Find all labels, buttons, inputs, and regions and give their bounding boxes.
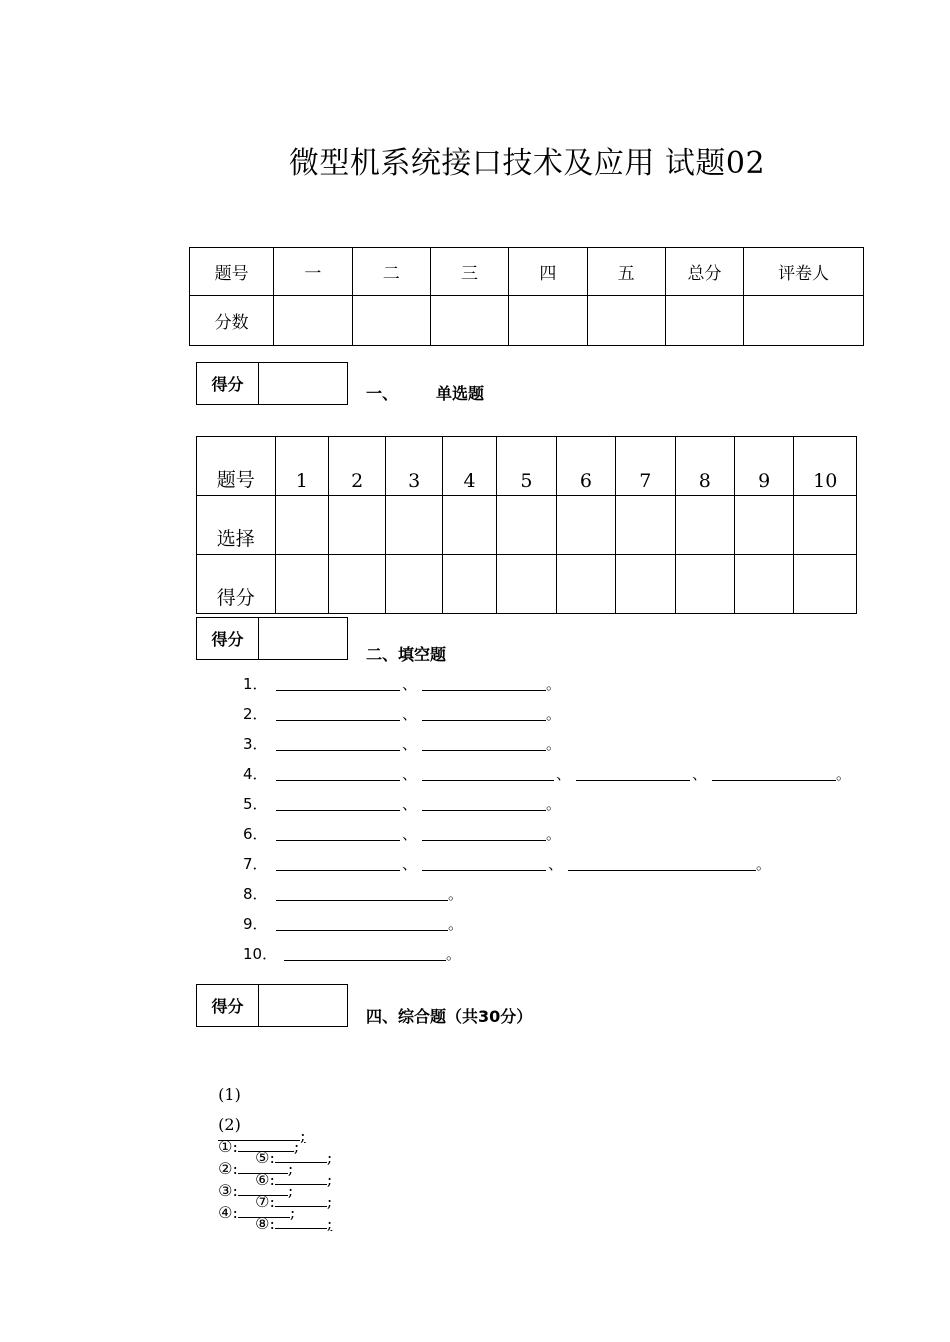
end-mark: 。 (836, 765, 852, 783)
item-number: 7． (243, 855, 268, 873)
page-title: 微型机系统接口技术及应用 试题02 (288, 146, 766, 181)
score-cell[interactable] (509, 296, 587, 346)
semicolon: ; (326, 1214, 333, 1233)
score-cell[interactable] (328, 555, 385, 614)
score-cell[interactable] (744, 296, 864, 346)
answer-blank[interactable] (276, 734, 400, 751)
score-cell[interactable] (616, 555, 675, 614)
end-mark: 。 (448, 885, 464, 903)
score-cell[interactable] (430, 296, 508, 346)
question-number: 5 (497, 437, 556, 496)
item-number: 2． (243, 705, 268, 723)
header-cell: 四 (509, 248, 587, 296)
answer-blank[interactable] (422, 824, 546, 841)
table-row (197, 555, 857, 614)
answer-cell[interactable] (616, 496, 675, 555)
score-cell[interactable] (556, 555, 615, 614)
score-cell[interactable] (442, 555, 496, 614)
separator: 、 (402, 735, 418, 753)
answer-blank[interactable] (275, 1145, 327, 1163)
answer-cell[interactable] (556, 496, 615, 555)
list-item (243, 874, 863, 904)
semicolon: ; (287, 1181, 294, 1200)
fill-in-list (243, 664, 863, 964)
list-item (243, 844, 863, 874)
defen-label: 得分 (197, 985, 259, 1026)
question-number: 10 (794, 437, 857, 496)
answer-cell[interactable] (675, 496, 734, 555)
item-number: 10． (243, 945, 278, 963)
question-number: 2 (328, 437, 385, 496)
semicolon: ; (326, 1170, 333, 1189)
score-cell[interactable] (352, 296, 430, 346)
semicolon: ; (293, 1137, 300, 1156)
item-number: 3． (243, 735, 268, 753)
answer-blank[interactable] (276, 794, 400, 811)
end-mark: 。 (546, 735, 562, 753)
answer-blank[interactable] (576, 764, 690, 781)
end-mark: 。 (546, 795, 562, 813)
end-mark: 。 (546, 705, 562, 723)
question-number: 6 (556, 437, 615, 496)
end-mark: 。 (446, 945, 462, 963)
item-number: 4． (243, 765, 268, 783)
row-label: 得分 (197, 555, 276, 614)
answer-blank[interactable] (284, 944, 446, 961)
semicolon: ; (287, 1159, 294, 1178)
end-mark: 。 (546, 675, 562, 693)
answer-cell[interactable] (328, 496, 385, 555)
header-cell: 一 (274, 248, 352, 296)
defen-box (196, 362, 348, 405)
table-row (197, 437, 857, 496)
multiple-choice-table (196, 436, 857, 614)
question-number: 1 (275, 437, 328, 496)
end-mark: 。 (448, 915, 464, 933)
separator: 、 (692, 765, 708, 783)
circle-label: ⑦: (255, 1192, 275, 1211)
score-cell[interactable] (665, 296, 743, 346)
section-4-title: 四、综合题（共30分） (366, 1007, 533, 1026)
separator: 、 (548, 855, 564, 873)
defen-box (196, 984, 348, 1027)
row-label: 选择 (197, 496, 276, 555)
semicolon: ; (326, 1148, 333, 1167)
separator: 、 (402, 705, 418, 723)
section-1-number: 一、 (366, 384, 399, 403)
defen-label: 得分 (197, 618, 259, 659)
circle-label: ⑤: (255, 1148, 275, 1167)
answer-blank[interactable] (422, 704, 546, 721)
answer-blank[interactable] (422, 674, 546, 691)
score-cell[interactable] (274, 296, 352, 346)
part-label: (1) (218, 1085, 241, 1104)
answer-blank[interactable] (276, 824, 400, 841)
table-row (197, 496, 857, 555)
score-cell[interactable] (734, 555, 793, 614)
separator: 、 (556, 765, 572, 783)
defen-label: 得分 (197, 363, 259, 404)
score-cell[interactable] (386, 555, 442, 614)
part-label: (2) (218, 1115, 241, 1134)
list-item (243, 814, 863, 844)
separator: 、 (402, 825, 418, 843)
score-cell[interactable] (675, 555, 734, 614)
answer-blank[interactable] (422, 764, 554, 781)
score-summary-table (189, 247, 864, 346)
answer-blank[interactable] (422, 794, 546, 811)
table-row (190, 296, 864, 346)
answer-blank[interactable] (276, 884, 448, 901)
answer-blank[interactable] (276, 704, 400, 721)
answer-cell[interactable] (275, 496, 328, 555)
end-mark: 。 (546, 825, 562, 843)
header-cell: 二 (352, 248, 430, 296)
answer-blank[interactable] (422, 854, 546, 871)
answer-blank[interactable] (275, 1211, 327, 1229)
end-mark: 。 (756, 855, 772, 873)
list-item (243, 904, 863, 934)
item-number: 5． (243, 795, 268, 813)
answer-blank[interactable] (276, 854, 400, 871)
answer-blank[interactable] (422, 734, 546, 751)
question-number: 7 (616, 437, 675, 496)
separator: 、 (402, 795, 418, 813)
answer-cell[interactable] (497, 496, 556, 555)
answer-blank[interactable] (276, 914, 448, 931)
answer-blank[interactable] (275, 1189, 327, 1207)
question-number: 9 (734, 437, 793, 496)
header-cell: 三 (430, 248, 508, 296)
item-number: 8． (243, 885, 268, 903)
question-number: 3 (386, 437, 442, 496)
score-cell[interactable] (275, 555, 328, 614)
score-cell[interactable] (497, 555, 556, 614)
separator: 、 (402, 765, 418, 783)
list-item (243, 934, 863, 964)
list-item (243, 694, 863, 724)
list-item (243, 754, 863, 784)
section-2-title: 二、填空题 (366, 645, 447, 664)
question-number: 8 (675, 437, 734, 496)
circle-label: ②: (218, 1159, 238, 1178)
list-item (243, 784, 863, 814)
answer-blank[interactable] (275, 1167, 327, 1185)
score-cell[interactable] (587, 296, 665, 346)
q4-part-2-cont (245, 1126, 332, 1233)
answer-blank[interactable] (568, 854, 756, 871)
item-number: 6． (243, 825, 268, 843)
circle-label: ③: (218, 1181, 238, 1200)
semicolon: ; (289, 1203, 296, 1222)
circle-label: ④: (218, 1203, 238, 1222)
answer-blank[interactable] (276, 674, 400, 691)
answer-cell[interactable] (442, 496, 496, 555)
circle-label: ①: (218, 1137, 238, 1156)
semicolon: ; (300, 1126, 306, 1145)
row-label: 分数 (190, 296, 274, 346)
answer-cell[interactable] (734, 496, 793, 555)
table-row (190, 248, 864, 296)
defen-box (196, 617, 348, 660)
header-cell: 五 (587, 248, 665, 296)
circle-label: ⑧: (255, 1214, 275, 1233)
list-item (243, 724, 863, 754)
question-number: 4 (442, 437, 496, 496)
item-number: 9． (243, 915, 268, 933)
header-cell: 题号 (190, 248, 274, 296)
list-item (243, 664, 863, 694)
separator: 、 (402, 855, 418, 873)
circle-label: ⑥: (255, 1170, 275, 1189)
answer-blank[interactable] (276, 764, 400, 781)
header-cell: 评卷人 (744, 248, 864, 296)
score-cell[interactable] (794, 555, 857, 614)
answer-blank[interactable] (712, 764, 836, 781)
header-cell: 总分 (665, 248, 743, 296)
separator: 、 (402, 675, 418, 693)
row-label: 题号 (197, 437, 276, 496)
answer-cell[interactable] (794, 496, 857, 555)
item-number: 1． (243, 675, 268, 693)
section-1-title: 单选题 (436, 384, 485, 403)
semicolon: ; (326, 1192, 333, 1211)
answer-cell[interactable] (386, 496, 442, 555)
